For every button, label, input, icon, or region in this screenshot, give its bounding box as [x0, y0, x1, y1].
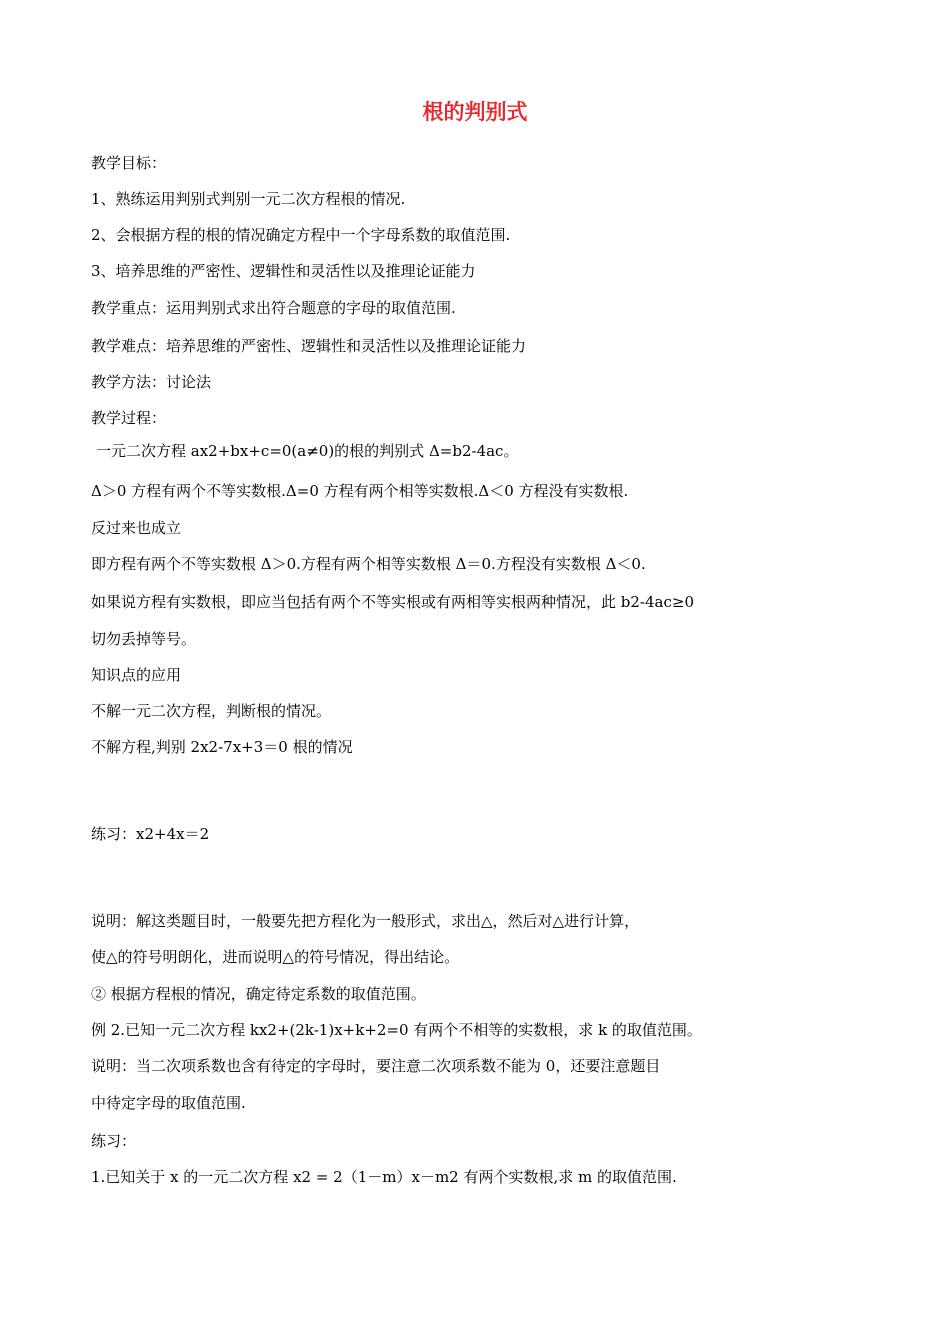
text-line: 1.已知关于 x 的一元二次方程 x2 = 2（1－m）x－m2 有两个实数根,求 m 的取值范围. — [91, 1168, 677, 1186]
text-line: 2、会根据方程的根的情况确定方程中一个字母系数的取值范围. — [91, 226, 511, 244]
text-line: 教学重点：运用判别式求出符合题意的字母的取值范围. — [91, 299, 456, 317]
text-line: 即方程有两个不等实数根 Δ＞0.方程有两个相等实数根 Δ＝0.方程没有实数根 Δ＜0. — [91, 555, 646, 573]
text-line: 知识点的应用 — [91, 666, 182, 684]
text-line: 教学方法：讨论法 — [91, 373, 212, 391]
text-line: 使△的符号明朗化，进而说明△的符号情况，得出结论。 — [91, 948, 460, 966]
text-line: 练习：x2+4x＝2 — [91, 825, 210, 843]
text-line: 3、培养思维的严密性、逻辑性和灵活性以及推理论证能力 — [91, 262, 476, 280]
page-title: 根的判别式 — [422, 99, 528, 124]
text-line: 说明：解这类题目时，一般要先把方程化为一般形式，求出△，然后对△进行计算， — [91, 912, 640, 930]
text-line: 中待定字母的取值范围. — [91, 1094, 246, 1112]
text-line: Δ＞0 方程有两个不等实数根.Δ=0 方程有两个相等实数根.Δ＜0 方程没有实数根. — [91, 482, 629, 500]
text-line: 练习： — [91, 1132, 137, 1150]
text-line: 教学难点：培养思维的严密性、逻辑性和灵活性以及推理论证能力 — [91, 337, 527, 355]
text-line: 教学过程： — [91, 409, 167, 427]
text-line: 反过来也成立 — [91, 519, 182, 537]
text-line: 如果说方程有实数根，即应当包括有两个不等实根或有两相等实根两种情况，此 b2-4ac≥0 — [91, 593, 694, 611]
text-line: 1、熟练运用判别式判别一元二次方程根的情况. — [91, 190, 406, 208]
text-line: 切勿丢掉等号。 — [91, 630, 197, 648]
text-line: 教学目标： — [91, 154, 167, 172]
text-line: 不解一元二次方程，判断根的情况。 — [91, 702, 332, 720]
text-line: 说明：当二次项系数也含有待定的字母时，要注意二次项系数不能为 0，还要注意题目 — [91, 1057, 661, 1075]
text-line: ② 根据方程根的情况，确定待定系数的取值范围。 — [91, 985, 426, 1003]
text-line: 不解方程,判别 2x2-7x+3＝0 根的情况 — [91, 738, 353, 756]
text-line: 例 2.已知一元二次方程 kx2+(2k-1)x+k+2=0 有两个不相等的实数根，求 k 的取值范围。 — [91, 1021, 702, 1039]
text-line: 一元二次方程 ax2+bx+c=0(a≠0)的根的判别式 Δ=b2-4ac。 — [96, 442, 519, 460]
